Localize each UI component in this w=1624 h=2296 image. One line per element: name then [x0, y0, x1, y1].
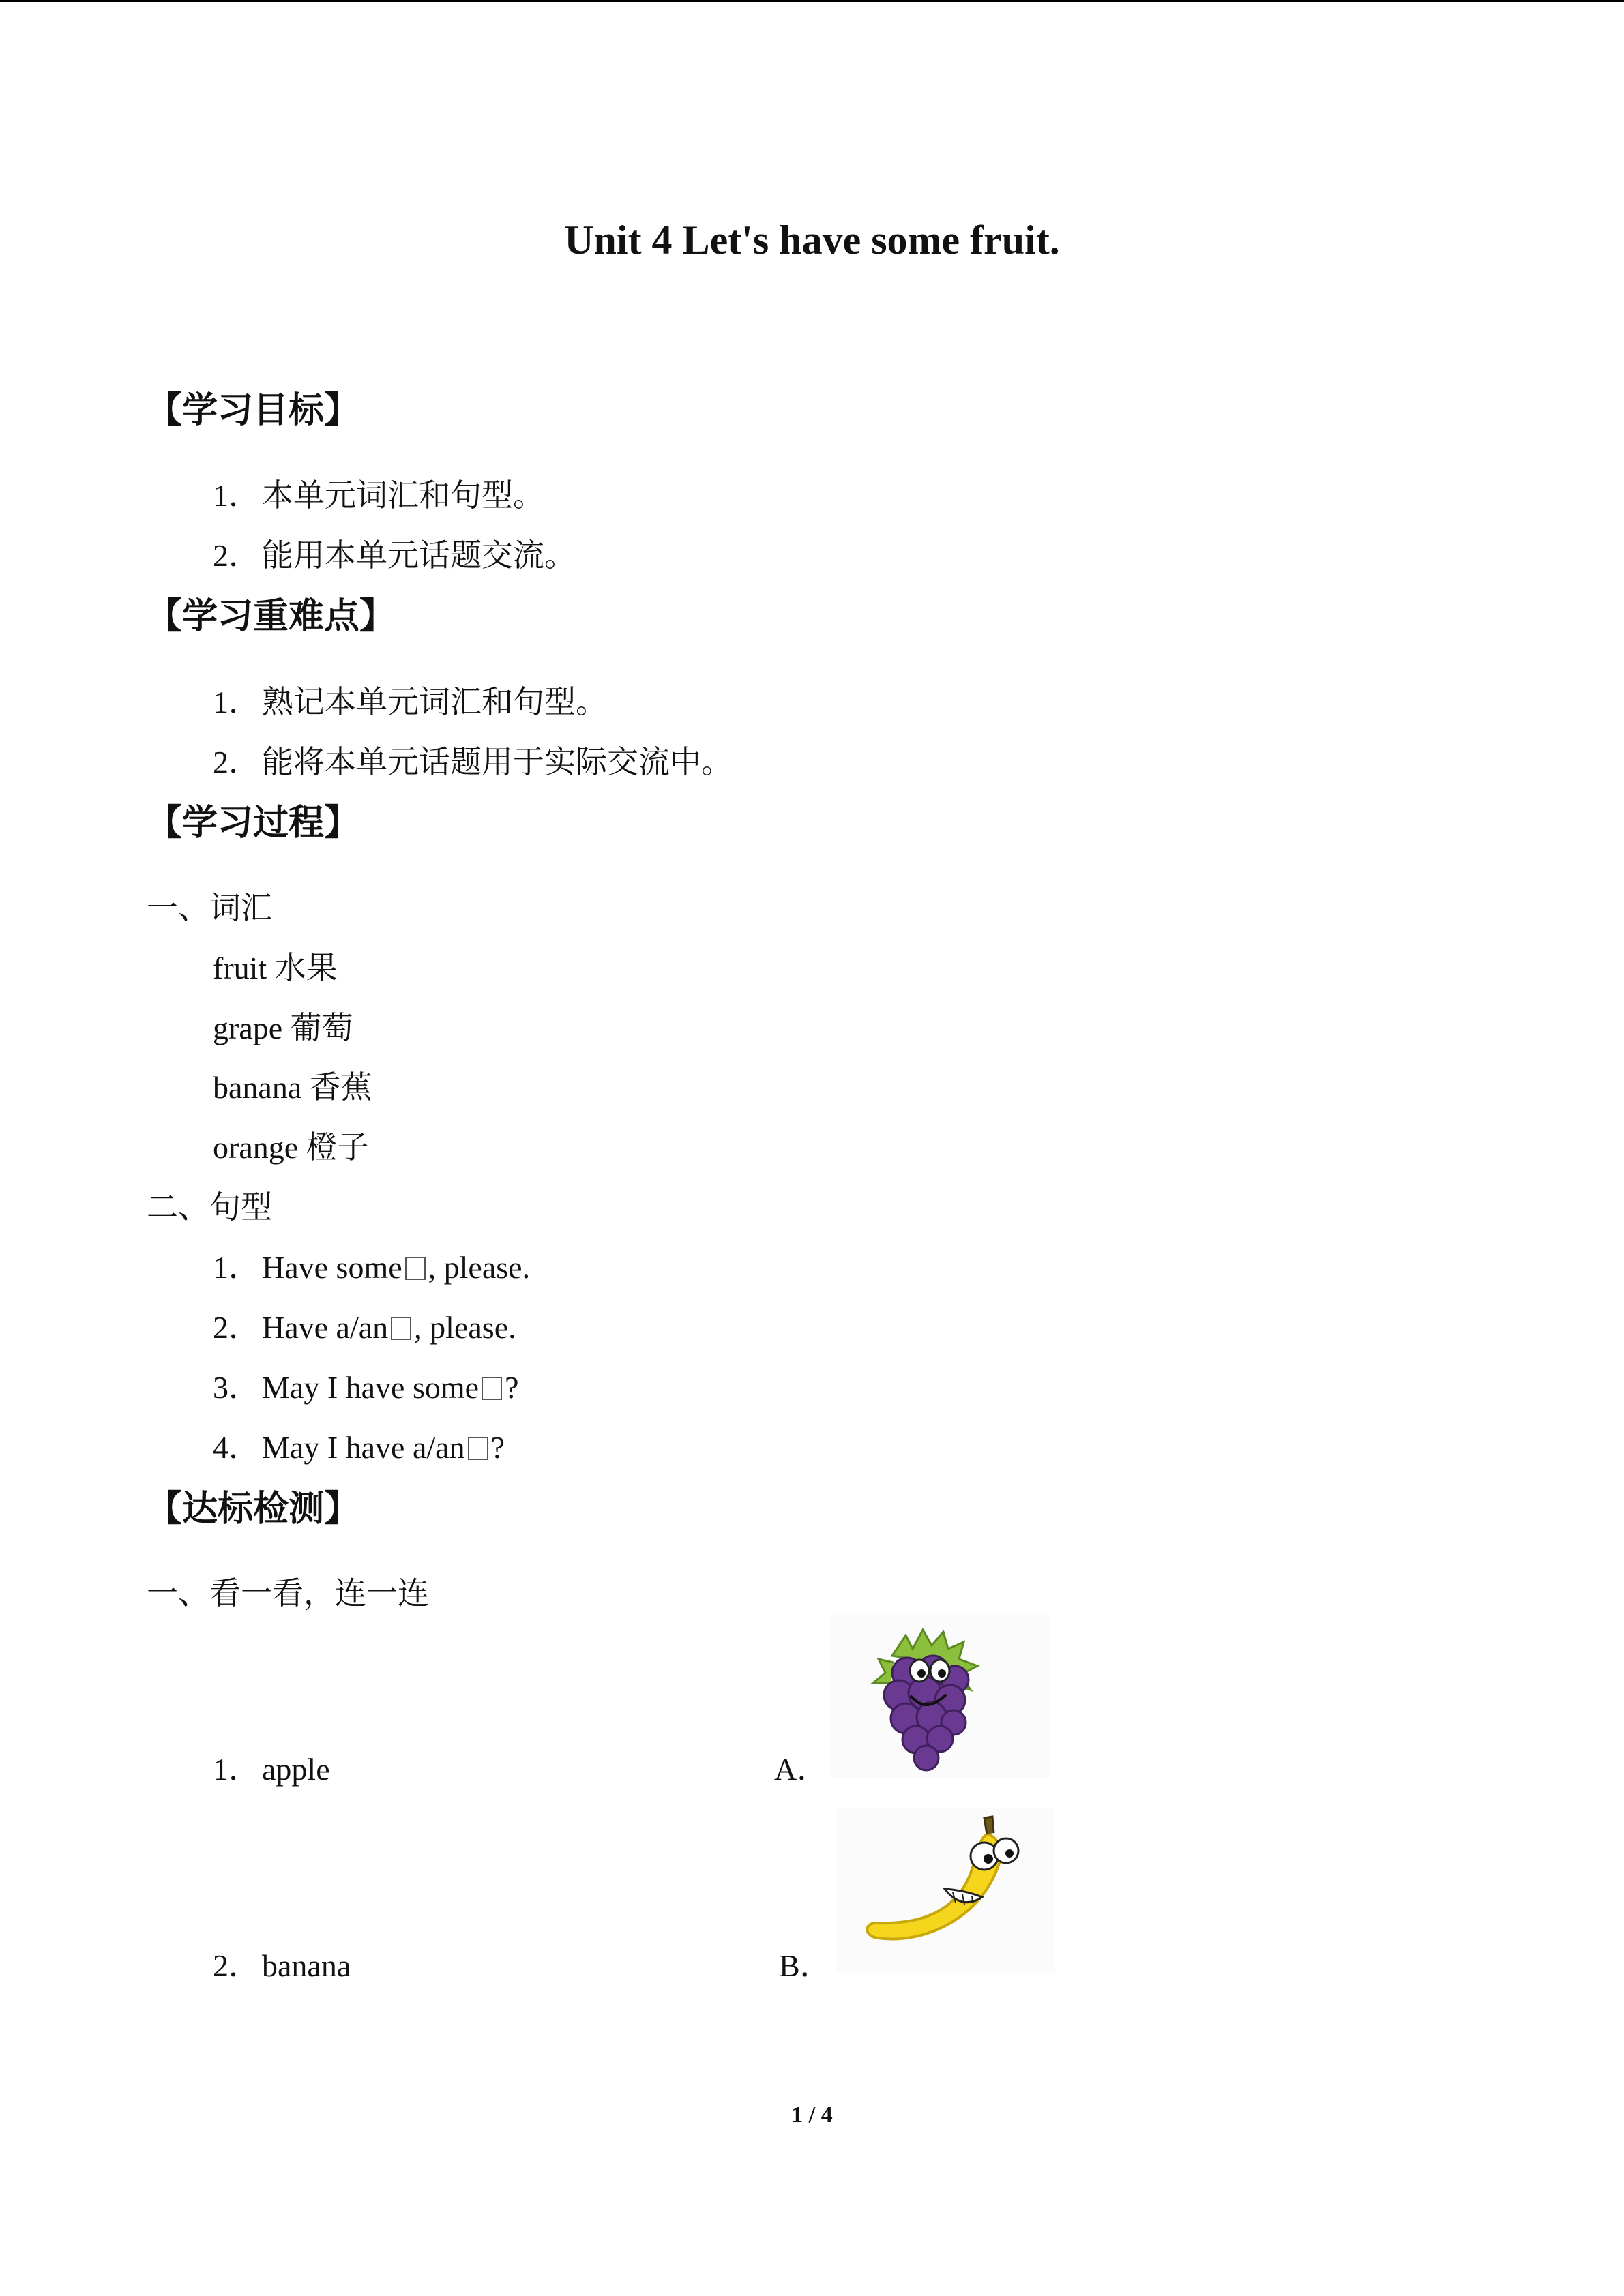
page-title: Unit 4 Let's have some fruit. — [564, 218, 1060, 263]
sentence-end: ? — [505, 1370, 519, 1405]
blank-box — [468, 1437, 488, 1460]
sentence-end: ? — [490, 1430, 505, 1465]
blank-box — [405, 1257, 426, 1280]
sentence-start: Have a/an — [262, 1310, 389, 1345]
sentence-end: , please. — [414, 1310, 516, 1345]
sentence-start: May I have a/an — [262, 1430, 465, 1465]
section-heading-key-points: 【学习重难点】 — [147, 597, 396, 636]
match-word: apple — [262, 1752, 330, 1787]
match-left-item — [213, 1950, 351, 1982]
exercise-title-match: 一、看一看，连一连 — [147, 1576, 429, 1611]
list-item — [213, 540, 576, 571]
sentence-item — [213, 1252, 530, 1283]
section-heading-process: 【学习过程】 — [147, 804, 360, 843]
top-border — [0, 0, 1624, 2]
subsection-title-sentences: 二、句型 — [147, 1190, 272, 1225]
item-number: 1． — [213, 685, 260, 719]
vocab-item: banana 香蕉 — [213, 1070, 372, 1105]
option-label-b: B． — [779, 1948, 831, 1983]
item-number: 1． — [213, 1250, 260, 1285]
sentence-item — [213, 1312, 516, 1343]
blank-box — [482, 1377, 502, 1400]
item-number: 3． — [213, 1370, 260, 1405]
match-word: banana — [262, 1948, 351, 1983]
item-number: 2． — [213, 1948, 260, 1983]
list-item — [213, 747, 733, 778]
section-heading-test: 【达标检测】 — [147, 1490, 360, 1529]
list-item — [213, 687, 607, 718]
item-number: 1． — [213, 1752, 260, 1787]
sentence-end: , please. — [428, 1250, 531, 1285]
banana-image — [836, 1808, 1055, 1973]
vocab-item: grape 葡萄 — [213, 1011, 353, 1045]
banana-icon — [836, 1808, 1055, 1973]
section-heading-goals: 【学习目标】 — [147, 391, 360, 430]
sentence-start: Have some — [262, 1250, 402, 1285]
sentence-start: May I have some — [262, 1370, 479, 1405]
subsection-title-vocabulary: 一、词汇 — [147, 891, 272, 925]
item-number: 4． — [213, 1430, 260, 1465]
item-text: 熟记本单元词汇和句型。 — [262, 685, 607, 719]
grape-icon — [831, 1615, 1050, 1778]
item-text: 能将本单元话题用于实际交流中。 — [262, 745, 733, 779]
grape-image — [831, 1615, 1050, 1778]
sentence-item — [213, 1432, 505, 1463]
page-number: 1 / 4 — [791, 2102, 833, 2128]
list-item — [213, 480, 544, 511]
item-number: 2． — [213, 1310, 260, 1345]
blank-box — [391, 1317, 411, 1340]
item-number: 2． — [213, 538, 260, 573]
vocab-item: orange 橙子 — [213, 1130, 369, 1165]
vocab-item: fruit 水果 — [213, 951, 338, 985]
option-label-a: A． — [774, 1752, 829, 1787]
item-number: 1． — [213, 478, 260, 513]
item-text: 能用本单元话题交流。 — [262, 538, 576, 573]
item-text: 本单元词汇和句型。 — [262, 478, 544, 513]
match-left-item — [213, 1754, 330, 1785]
sentence-item — [213, 1372, 519, 1403]
item-number: 2． — [213, 745, 260, 779]
